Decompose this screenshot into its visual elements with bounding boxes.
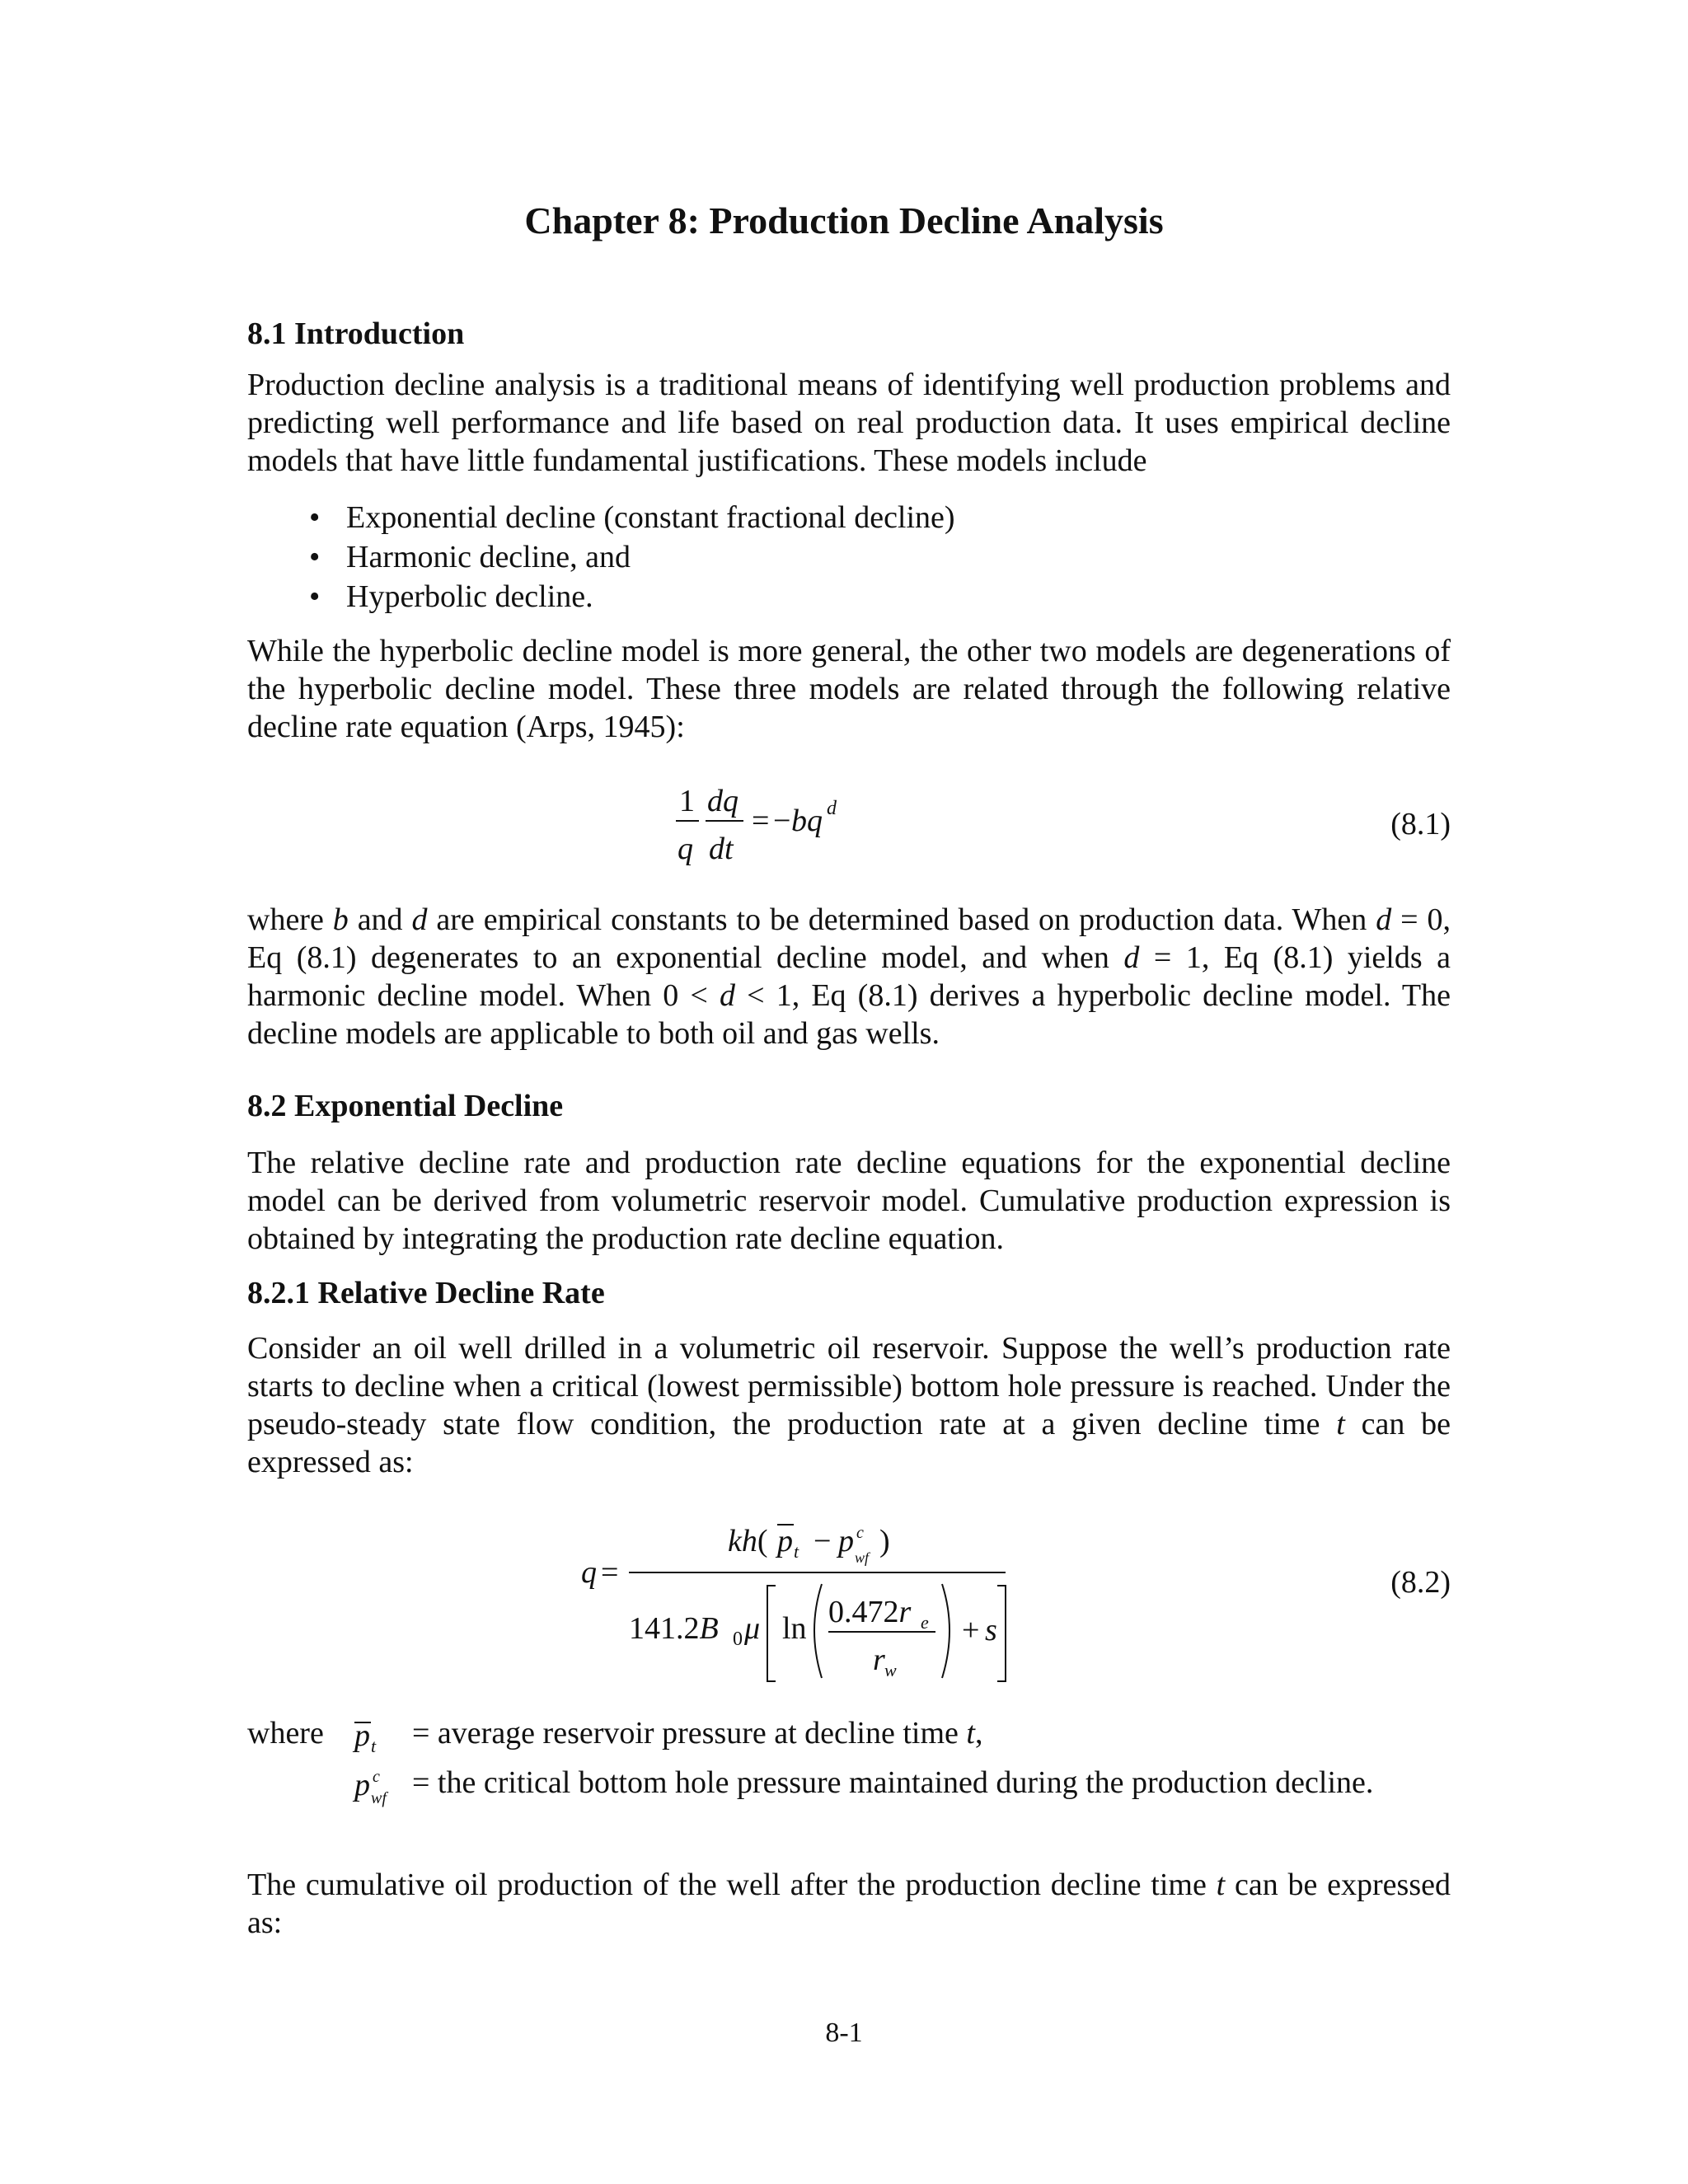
- svg-text:d: d: [827, 798, 837, 819]
- equation-8-1-math: [247, 775, 1451, 874]
- svg-text:p: p: [838, 1524, 854, 1558]
- cumulative-paragraph: The cumulative oil production of the well after the production decline time t can be expressed as:: [247, 1868, 1451, 1940]
- svg-text:−: −: [814, 1524, 832, 1558]
- svg-text:dt: dt: [709, 832, 734, 866]
- svg-text:c: c: [373, 1768, 380, 1786]
- chapter-title: Chapter 8: Production Decline Analysis: [524, 199, 1164, 241]
- svg-text:=: =: [601, 1555, 619, 1590]
- equation-8-1-formula: [676, 775, 973, 874]
- list-item: • Hyperbolic decline.: [247, 577, 1451, 616]
- svg-text:wf: wf: [855, 1549, 870, 1566]
- svg-text:kh(: kh(: [728, 1524, 768, 1558]
- svg-text:wf: wf: [371, 1789, 387, 1807]
- svg-text:s: s: [985, 1613, 997, 1647]
- definition-critical-pressure: = the critical bottom hole pressure maintained during the production decline.: [412, 1765, 1374, 1800]
- hyperbolic-paragraph: While the hyperbolic decline model is more general, the other two models are degenerations of the hyperbolic decline model. These three models are related through the following relative decline rate equation (Arps, 1945):: [247, 634, 1451, 744]
- decline-models-list: [247, 498, 1451, 616]
- svg-text:q: q: [678, 832, 693, 866]
- intro-paragraph: Production decline analysis is a traditional means of identifying well production problems and predicting well performance and life based on real production data. It uses empirical decline models that have little fundamental justifications. These models include: [247, 368, 1451, 478]
- svg-text:0.472r: 0.472r: [828, 1595, 912, 1629]
- page-number: 8-1: [825, 2018, 863, 2048]
- svg-text:1: 1: [679, 784, 695, 818]
- variable-definitions: [247, 1714, 1451, 1805]
- bullet-icon: •: [309, 500, 321, 535]
- exponential-paragraph: The relative decline rate and production rate decline equations for the exponential decline model can be derived from volumetric reservoir model. Cumulative production expression is obtained by integrating the production rate decline equation.: [247, 1146, 1451, 1256]
- critical-pressure-symbol: [348, 1764, 414, 1813]
- svg-text:dq: dq: [707, 784, 738, 818]
- svg-text:e: e: [921, 1612, 929, 1633]
- svg-text:=: =: [752, 804, 770, 838]
- svg-text:p: p: [777, 1524, 793, 1558]
- equation-number: (8.1): [1390, 807, 1451, 841]
- section-heading-8-2: 8.2 Exponential Decline: [247, 1089, 564, 1123]
- constants-paragraph: where b and d are empirical constants to be determined based on production data. When d = 0, Eq (8.1) degenerates to an exponential decline model, and when d = 1, Eq (8.1) yields a harmonic decline model. When 0 < d < 1, Eq (8.1) derives a hyperbolic decline model. The decline models are applicable to both oil and gas wells.: [247, 902, 1451, 1051]
- svg-text:): ): [879, 1524, 890, 1558]
- svg-text:0: 0: [733, 1629, 743, 1650]
- svg-text:μ: μ: [744, 1611, 761, 1646]
- where-label: where: [247, 1716, 324, 1750]
- svg-text:w: w: [884, 1660, 897, 1680]
- svg-text:c: c: [856, 1524, 864, 1542]
- svg-text:−: −: [773, 804, 791, 838]
- avg-pressure-symbol: [348, 1714, 397, 1764]
- bullet-icon: •: [309, 540, 321, 574]
- list-item: • Exponential decline (constant fractional decline): [247, 498, 1451, 537]
- oil-well-paragraph: Consider an oil well drilled in a volumetric oil reservoir. Suppose the well’s production rate starts to decline when a critical (lowest permissible) bottom hole pressure is reached. Under the pseudo-steady state flow condition, the production rate at a given decline time t can be expressed as:: [247, 1331, 1451, 1479]
- svg-text:p: p: [354, 1768, 370, 1802]
- svg-text:t: t: [794, 1541, 799, 1562]
- svg-text:+: +: [962, 1613, 980, 1647]
- equation-8-2: [247, 1508, 1451, 1690]
- svg-text:t: t: [371, 1736, 377, 1756]
- equation-8-1: [247, 775, 1451, 874]
- subsection-heading-8-2-1: 8.2.1 Relative Decline Rate: [247, 1276, 605, 1310]
- svg-text:r: r: [873, 1643, 885, 1677]
- definition-avg-pressure: = average reservoir pressure at decline time t,: [412, 1716, 983, 1750]
- equation-number: (8.2): [1390, 1565, 1451, 1600]
- svg-text:q: q: [581, 1555, 597, 1590]
- svg-text:p: p: [354, 1718, 370, 1753]
- equation-8-2-formula: [581, 1508, 1043, 1690]
- svg-text:141.2B: 141.2B: [629, 1611, 719, 1646]
- svg-text:bq: bq: [791, 804, 823, 838]
- bullet-icon: •: [309, 579, 321, 614]
- section-heading-8-1: 8.1 Introduction: [247, 316, 465, 351]
- svg-text:ln: ln: [782, 1611, 807, 1646]
- list-item: • Harmonic decline, and: [247, 537, 1451, 577]
